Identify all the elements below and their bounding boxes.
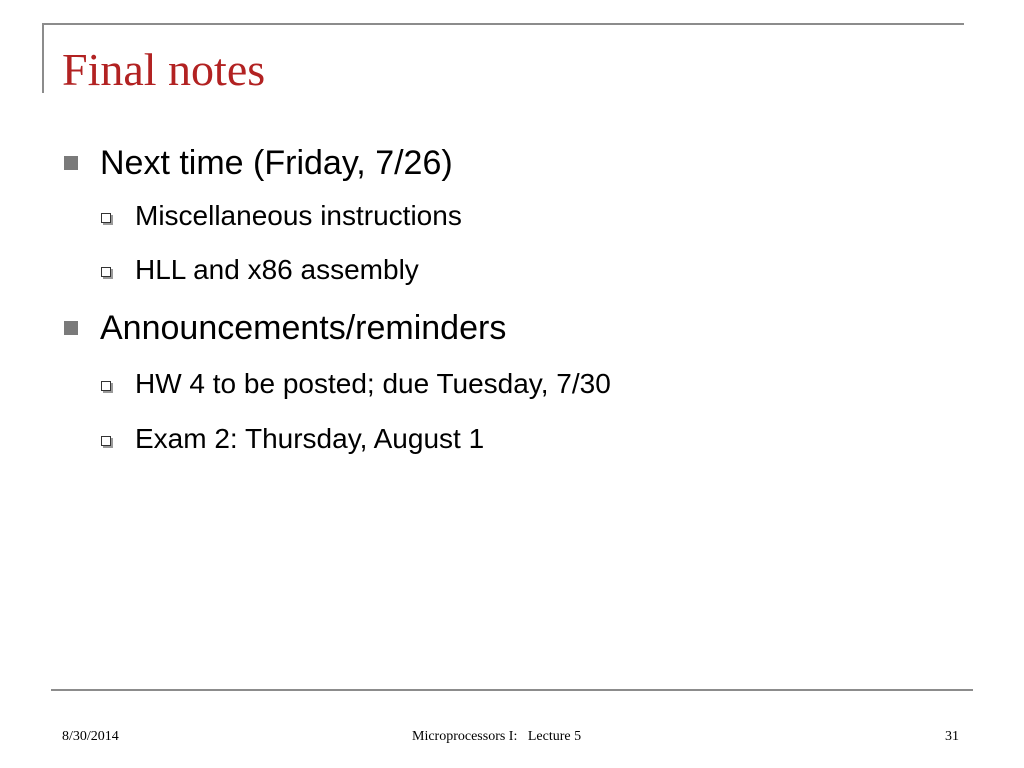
sub-bullet-text: Exam 2: Thursday, August 1 — [135, 423, 485, 454]
sub-bullet-item — [101, 367, 611, 401]
sub-bullet-text: Miscellaneous instructions — [135, 200, 462, 231]
hollow-square-icon — [101, 436, 111, 446]
filled-square-icon — [64, 321, 78, 335]
bullet-text: Announcements/reminders — [100, 309, 507, 347]
hollow-square-icon — [101, 267, 111, 277]
bullet-item-announcements — [62, 308, 506, 348]
footer-rule — [51, 689, 973, 691]
footer-course-title: Microprocessors I: Lecture 5 — [412, 729, 582, 744]
filled-square-icon — [64, 156, 78, 170]
hollow-square-icon — [101, 381, 111, 391]
sub-bullet-text: HLL and x86 assembly — [135, 254, 419, 285]
sub-bullet-item — [101, 253, 419, 287]
hollow-square-icon — [101, 213, 111, 223]
sub-bullet-item — [101, 422, 484, 456]
bullet-text: Next time (Friday, 7/26) — [100, 144, 453, 182]
footer-date: 8/30/2014 — [62, 729, 119, 744]
footer-page-number: 31 — [945, 729, 959, 744]
sub-bullet-text: HW 4 to be posted; due Tuesday, 7/30 — [135, 368, 611, 399]
bullet-item-next-time — [62, 143, 453, 183]
sub-bullet-item — [101, 199, 462, 233]
slide-title: Final notes — [62, 44, 266, 95]
